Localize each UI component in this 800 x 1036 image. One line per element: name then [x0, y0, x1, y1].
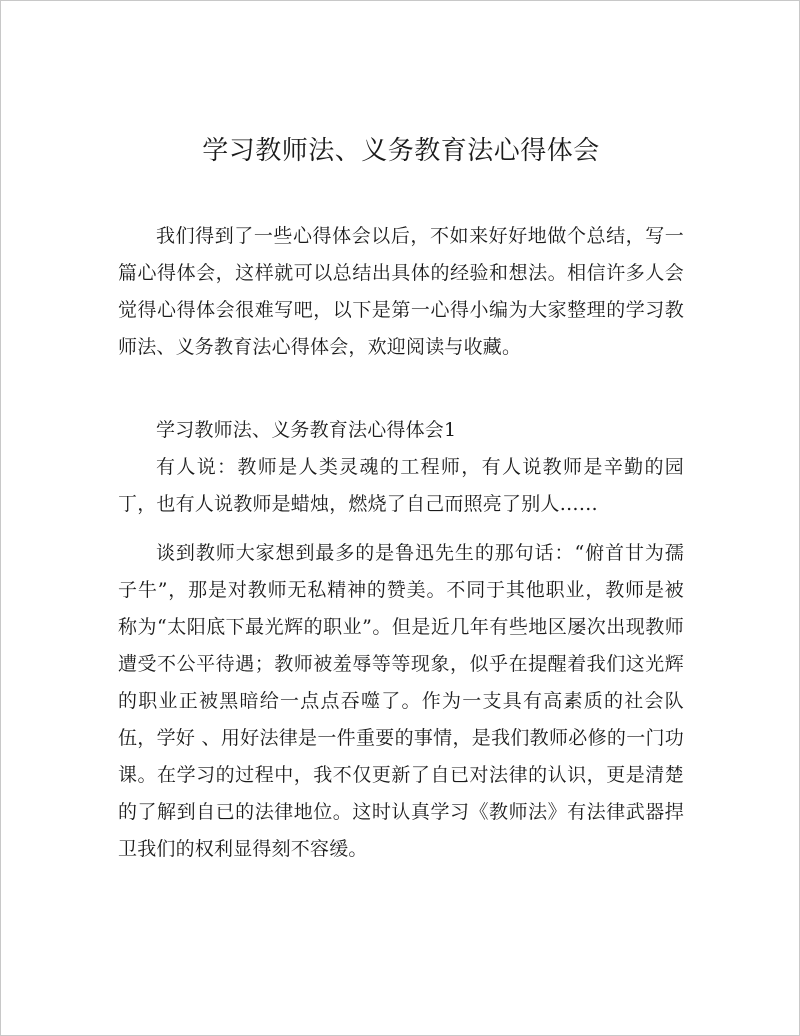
- document-title: 学习教师法、义务教育法心得体会: [202, 136, 600, 166]
- body-paragraph: 谈到教师大家想到最多的是鲁迅先生的那句话：“俯首甘为孺子牛”，那是对教师无私精神的赞美。不同于其他职业，教师是被称为“太阳底下最光辉的职业”。但是近几年有些地区屡次出现教师遭受不公平待遇；教师被羞辱等等现象，似乎在提醒着我们这光辉的职业正被黑暗给一点点吞噬了。作为一支具有高素质的社会队伍，学好 、用好法律是一件重要的事情，是我们教师必修的一门功课。在学习的过程中，我不仅更新了自已对法律的认识，更是清楚的了解到自已的法律地位。这时认真学习《教师法》有法律武器捍卫我们的权利显得刻不容缓。: [118, 542, 684, 860]
- section-heading: 学习教师法、义务教育法心得体会1: [156, 419, 457, 441]
- intro-paragraph: 我们得到了一些心得体会以后，不如来好好地做个总结，写一篇心得体会，这样就可以总结出具体的经验和想法。相信许多人会觉得心得体会很难写吧，以下是第一心得小编为大家整理的学习教师法、义务教育法心得体会，欢迎阅读与收藏。: [118, 225, 684, 358]
- body-paragraph: 有人说：教师是人类灵魂的工程师，有人说教师是辛勤的园丁，也有人说教师是蜡烛，燃烧了自己而照亮了别人……: [118, 456, 684, 515]
